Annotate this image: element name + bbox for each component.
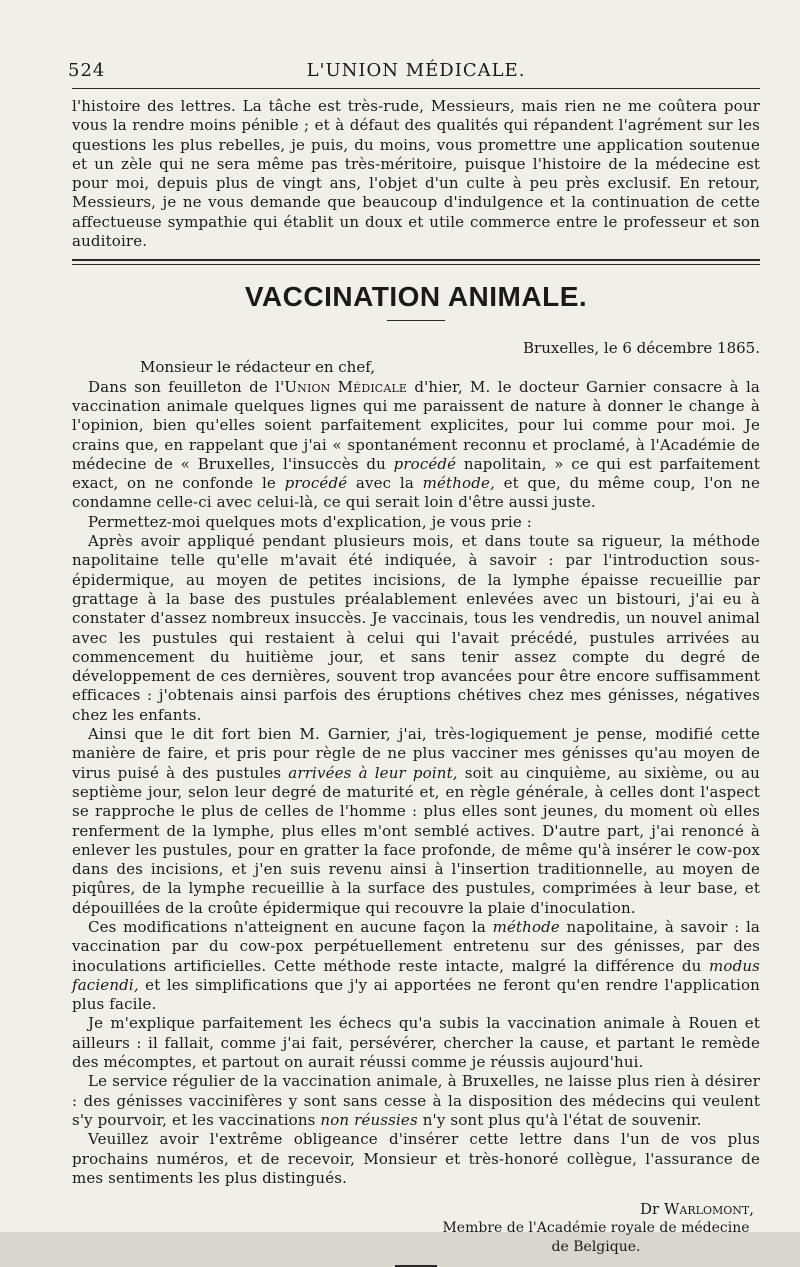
intro-paragraph: l'histoire des lettres. La tâche est très-rude, Messieurs, mais rien ne me coûtera pour vous la rendre moins pénible ; et à défaut des qualités qui répandent l'agrément sur les questions les plus rebelles, je puis, du moins, vous promettre une application soutenue et un zèle qui ne sera même pas très-méritoire, puisque l'histoire de la médecine est pour moi, depuis plus de vingt ans, l'objet d'un culte à peu près exclusif. En retour, Messieurs, je ne vous demande que beaucoup d'indulgence et la continuation de cette affectueuse sympathie qui établit un doux et utile commerce entre le professeur et son auditoire. — [72, 97, 760, 251]
article-title: VACCINATION ANIMALE. — [244, 281, 588, 313]
body-paragraph-4: Ainsi que le dit fort bien M. Garnier, j'ai, très-logiquement je pense, modifié cette manière de faire, et pris pour règle de ne plus vacciner mes génisses qu'au moyen de virus puisé à des pustules arrivées à leur point, soit au cinquième, au sixième, ou au septième jour, selon leur degré de maturité et, en règle générale, à celles dont l'aspect se rapproche le plus de celles de l'homme : plus elles sont jeunes, du moment où elles renferment de la lymphe, plus elles m'ont semblé actives. D'autre part, j'ai renoncé à enlever les pustules, pour en gratter la face profonde, de même qu'à insérer le cow-pox dans des incisions, et j'en suis revenu ainsi à l'insertion traditionnelle, au moyen de piqûres, de la lymphe recueillie à la surface des pustules, comprimées à leur base, et dépouillées de la croûte épidermique qui recouvre la plaie d'inoculation. — [72, 725, 760, 917]
body-paragraph-6: Je m'explique parfaitement les échecs qu'a subis la vaccination animale à Rouen et ailleurs : il fallait, comme j'ai fait, persévérer, chercher la cause, et partant le remède des mécomptes, et partout on aurait réussi comme je réussis aujourd'hui. — [72, 1014, 760, 1072]
journal-title: L'UNION MÉDICALE. — [306, 60, 526, 81]
dateline: Bruxelles, le 6 décembre 1865. — [523, 339, 760, 358]
salutation: Monsieur le rédacteur en chef, — [140, 358, 375, 377]
signature-name: Warlomont, — [664, 1200, 754, 1219]
body-paragraph-1: Dans son feuilleton de l'Union Médicale d'hier, M. le docteur Garnier consacre à la vaccination animale quelques lignes qui me paraissent de nature à donner le change à l'opinion, bien qu'elles soient parfaitement explicites, pour lui comme pour moi. Je crains que, en rappelant que j'ai « spontanément reconnu et proclamé, à l'Académie de médecine de « Bruxelles, l'insuccès du procédé napolitain, » ce qui est parfaitement exact, on ne confonde le procédé avec la méthode, et que, du même coup, l'on ne condamne celle-ci avec celui-là, ce qui serait loin d'être aussi juste. — [72, 377, 761, 512]
body-paragraph-8: Veuillez avoir l'extrême obligeance d'insérer cette lettre dans l'un de vos plus prochains numéros, et de recevoir, Monsieur et très-honoré collègue, l'assurance de mes sentiments les plus distingués. — [72, 1130, 760, 1187]
body-paragraph-7: Le service régulier de la vaccination animale, à Bruxelles, ne laisse plus rien à désirer : des génisses vaccinifères y sont sans cesse à la disposition des médecins qui veulent s'y pourvoir, et les vaccinations non réussies n'y sont plus qu'à l'état de souvenir. — [72, 1072, 760, 1129]
running-head — [68, 58, 760, 89]
body-paragraph-3: Après avoir appliqué pendant plusieurs mois, et dans toute sa rigueur, la méthode napolitaine telle qu'elle m'avait été indiquée, à savoir : par l'introduction sous-épidermique, au moyen de petites incisions, de la lymphe épaisse recueillie par grattage à la base des pustules préalablement enlevées avec un bistouri, j'ai eu à constater d'assez nombreux insuccès. Je vaccinais, tous les vendredis, un nouvel animal avec les pustules qui restaient à celui qui l'avait précédé, pustules arrivées au commencement du huitième jour, et sans tenir assez compte du degré de développement de ces dernières, souvent trop avancées pour être encore suffisamment efficaces : j'obtenais ainsi parfois des éruptions chétives chez mes génisses, négatives chez les enfants. — [72, 532, 760, 724]
section-divider — [72, 259, 760, 265]
title-underline — [387, 320, 445, 321]
body-paragraph-5: Ces modifications n'atteignent en aucune façon la méthode napolitaine, à savoir : la vaccination par du cow-pox perpétuellement entretenu sur des génisses, par des inoculations artificielles. Cette méthode reste intacte, malgré la différence du modus faciendi, et les simplifications que j'y ai apportées ne feront qu'en rendre l'application plus facile. — [72, 917, 760, 1014]
signature-title: Dr — [640, 1200, 660, 1219]
signature — [72, 1200, 760, 1219]
signature-affiliation: Membre de l'Académie royale de médecine de Belgique. — [442, 1220, 750, 1256]
body-paragraph-2: Permettez-moi quelques mots d'explication, je vous prie : — [88, 512, 532, 531]
page-number: 524 — [68, 60, 106, 81]
